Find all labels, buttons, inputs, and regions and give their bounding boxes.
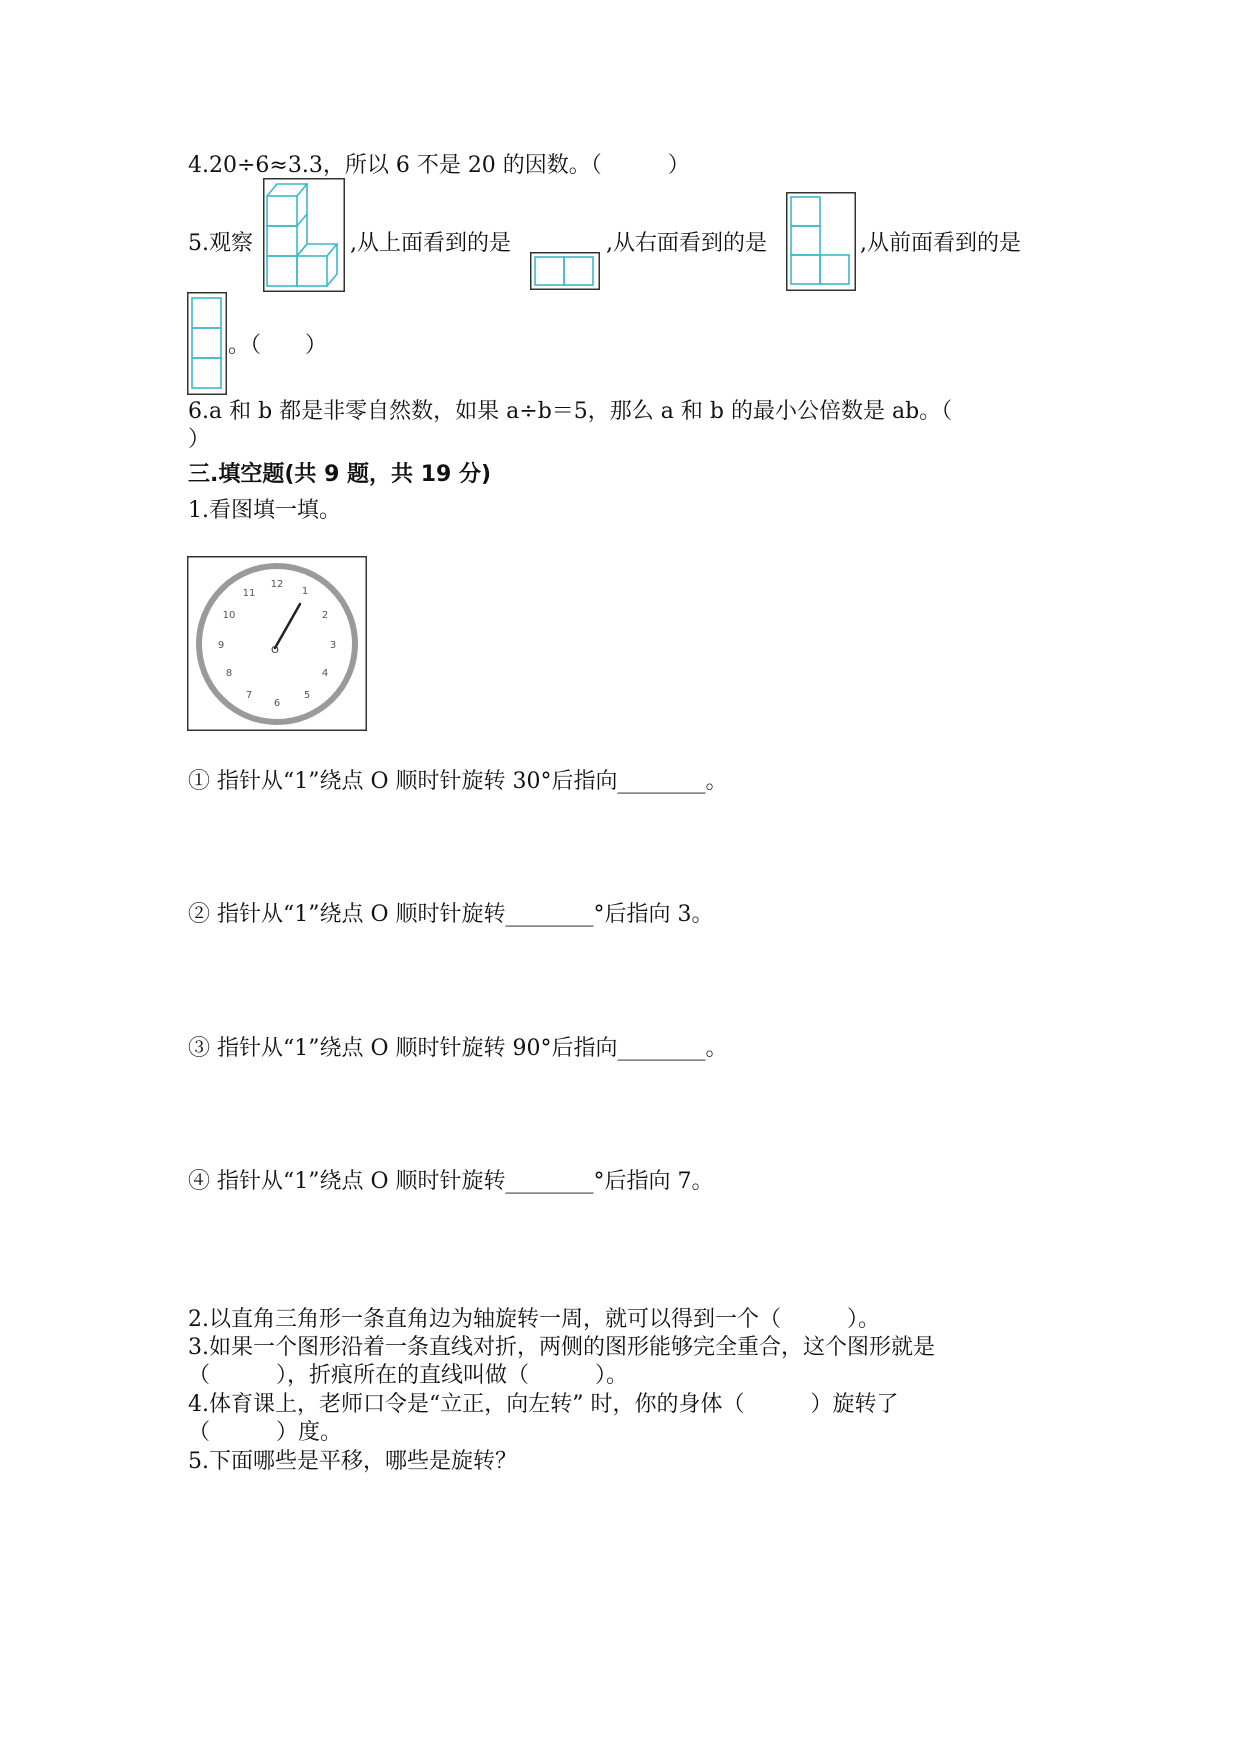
clock-number-8: 8	[225, 668, 233, 679]
judge-q6-line2: ）	[188, 427, 211, 452]
clock-number-3: 3	[329, 640, 337, 651]
judge-q6-line1: 6.a 和 b 都是非零自然数，如果 a÷b＝5，那么 a 和 b 的最小公倍数是 ab。（	[188, 399, 953, 424]
front-view-figure	[187, 292, 227, 395]
fill-q3-line1: 3.如果一个图形沿着一条直线对折，两侧的图形能够完全重合，这个图形就是	[188, 1335, 935, 1360]
fill-q1-sub4: ④ 指针从“1”绕点 O 顺时针旋转________°后指向 7。	[188, 1169, 714, 1194]
fill-q1-sub2: ② 指针从“1”绕点 O 顺时针旋转________°后指向 3。	[188, 902, 714, 927]
clock-number-11: 11	[242, 588, 256, 599]
clock-number-5: 5	[303, 690, 311, 701]
fill-q3-line2: （ ），折痕所在的直线叫做（ ）。	[188, 1363, 629, 1388]
fill-q1-sub3: ③ 指针从“1”绕点 O 顺时针旋转 90°后指向________。	[188, 1036, 728, 1061]
clock-figure	[187, 556, 367, 731]
clock-number-9: 9	[217, 640, 225, 651]
fill-q4-line1: 4.体育课上，老师口令是“立正，向左转” 时，你的身体（ ）旋转了	[188, 1392, 899, 1417]
judge-q5-part2: ,从上面看到的是	[350, 231, 511, 256]
clock-number-2: 2	[321, 610, 329, 621]
judge-q4: 4.20÷6≈3.3，所以 6 不是 20 的因数。（ ）	[188, 153, 690, 178]
cube-stack-figure	[263, 178, 345, 292]
fill-q2: 2.以直角三角形一条直角边为轴旋转一周，就可以得到一个（ ）。	[188, 1307, 880, 1332]
clock-number-1: 1	[301, 586, 309, 597]
clock-number-10: 10	[222, 610, 236, 621]
clock-center-label: O	[271, 645, 279, 656]
clock-number-4: 4	[321, 668, 329, 679]
fill-q1-title: 1.看图填一填。	[188, 498, 341, 523]
judge-q5-part4: ,从前面看到的是	[860, 231, 1021, 256]
clock-number-6: 6	[273, 698, 281, 709]
fill-q1-sub1: ① 指针从“1”绕点 O 顺时针旋转 30°后指向________。	[188, 769, 728, 794]
section-heading: 三.填空题(共 9 题，共 19 分)	[188, 462, 492, 487]
judge-q5-part1: 5.观察	[188, 231, 253, 256]
fill-q5: 5.下面哪些是平移，哪些是旋转？	[188, 1449, 517, 1474]
clock-number-12: 12	[270, 579, 284, 590]
judge-q5-part5: 。（ ）	[228, 333, 328, 358]
right-view-figure	[786, 192, 856, 291]
clock-number-7: 7	[245, 690, 253, 701]
judge-q5-part3: ,从右面看到的是	[606, 231, 767, 256]
top-view-figure	[530, 252, 600, 290]
fill-q4-line2: （ ）度。	[188, 1420, 343, 1445]
